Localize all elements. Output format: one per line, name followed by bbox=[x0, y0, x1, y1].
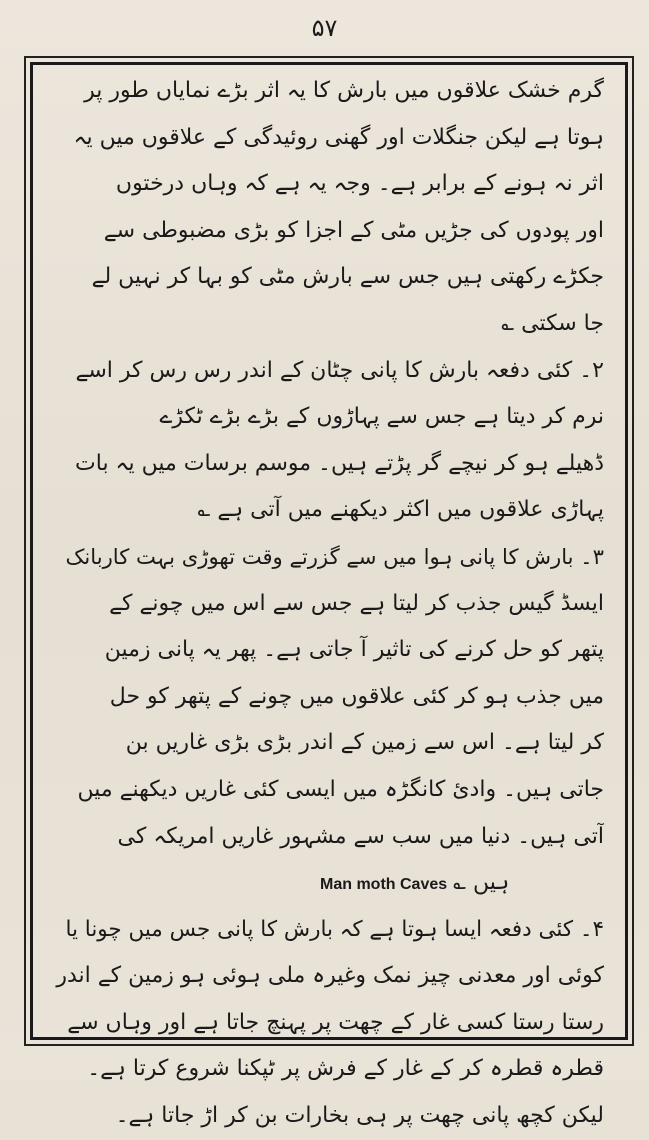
text-line: ۴۔ کئی دفعہ ایسا ہوتا ہے کہ بارش کا پانی جس میں چونا یا bbox=[65, 916, 604, 942]
text-line: آتی ہیں۔ دنیا میں سب سے مشہور غاریں امریکہ کی bbox=[117, 823, 604, 849]
text-line: اثر نہ ہونے کے برابر ہے۔ وجہ یہ ہے کہ وہاں درختوں bbox=[115, 171, 604, 197]
text-line-caves bbox=[54, 860, 604, 907]
text-line: کوئی اور معدنی چیز نمک وغیرہ ملی ہوئی ہو زمین کے اندر bbox=[56, 963, 604, 989]
text-line: ایسڈ گیس جذب کر لیتا ہے جس سے اس میں چونے کے bbox=[109, 590, 604, 616]
text-line: اور پودوں کی جڑیں مٹی کے اجزا کو بڑی مضبوطی سے bbox=[103, 217, 604, 243]
text-line: ۳۔ بارش کا پانی ہوا میں سے گزرتے وقت تھوڑی بہت کاربانک bbox=[65, 543, 604, 569]
text-line: ۲۔ کئی دفعہ بارش کا پانی چٹان کے اندر رس رس کر اسے bbox=[75, 357, 604, 383]
body-text bbox=[40, 68, 620, 1129]
text-line: ڈھیلے ہو کر نیچے گر پڑتے ہیں۔ موسم برسات میں یہ بات bbox=[75, 450, 604, 476]
text-suffix: ہیں ؎ bbox=[453, 870, 510, 896]
text-line: جکڑے رکھتی ہیں جس سے بارش مٹی کو بہا کر نہیں لے bbox=[91, 264, 604, 290]
text-line: پہاڑی علاقوں میں اکثر دیکھنے میں آتی ہے ؎ bbox=[197, 497, 604, 523]
text-line: نرم کر دیتا ہے جس سے پہاڑوں کے بڑے بڑے ٹکڑے bbox=[159, 404, 604, 430]
text-line: جاتی ہیں۔ وادیٔ کانگڑہ میں ایسی کئی غاریں دیکھنے میں bbox=[77, 776, 604, 802]
text-line: ہوتا ہے لیکن جنگلات اور گھنی روئیدگی کے علاقوں میں یہ bbox=[73, 124, 604, 150]
page-number: ۵۷ bbox=[311, 14, 338, 42]
text-line: جا سکتی ؎ bbox=[501, 310, 604, 336]
text-line: رستا رستا کسی غار کے چھت پر پہنچ جاتا ہے اور وہاں سے bbox=[67, 1009, 604, 1035]
text-line: قطرہ قطرہ کر کے غار کے فرش پر ٹپکنا شروع کرتا ہے۔ bbox=[87, 1056, 604, 1082]
text-line: لیکن کچھ پانی چھت پر ہی بخارات بن کر اڑ جاتا ہے۔ bbox=[115, 1103, 604, 1129]
text-line: میں جذب ہو کر کئی علاقوں میں چونے کے پتھر کو حل bbox=[109, 683, 604, 709]
text-line: گرم خشک علاقوں میں بارش کا یہ اثر بڑے نمایاں طور پر bbox=[84, 78, 604, 103]
text-line: پتھر کو حل کرنے کی تاثیر آ جاتی ہے۔ پھر یہ پانی زمین bbox=[104, 637, 604, 663]
text-line: کر لیتا ہے۔ اس سے زمین کے اندر بڑی بڑی غاریں بن bbox=[125, 730, 604, 756]
latin-term: Man moth Caves bbox=[320, 876, 448, 894]
